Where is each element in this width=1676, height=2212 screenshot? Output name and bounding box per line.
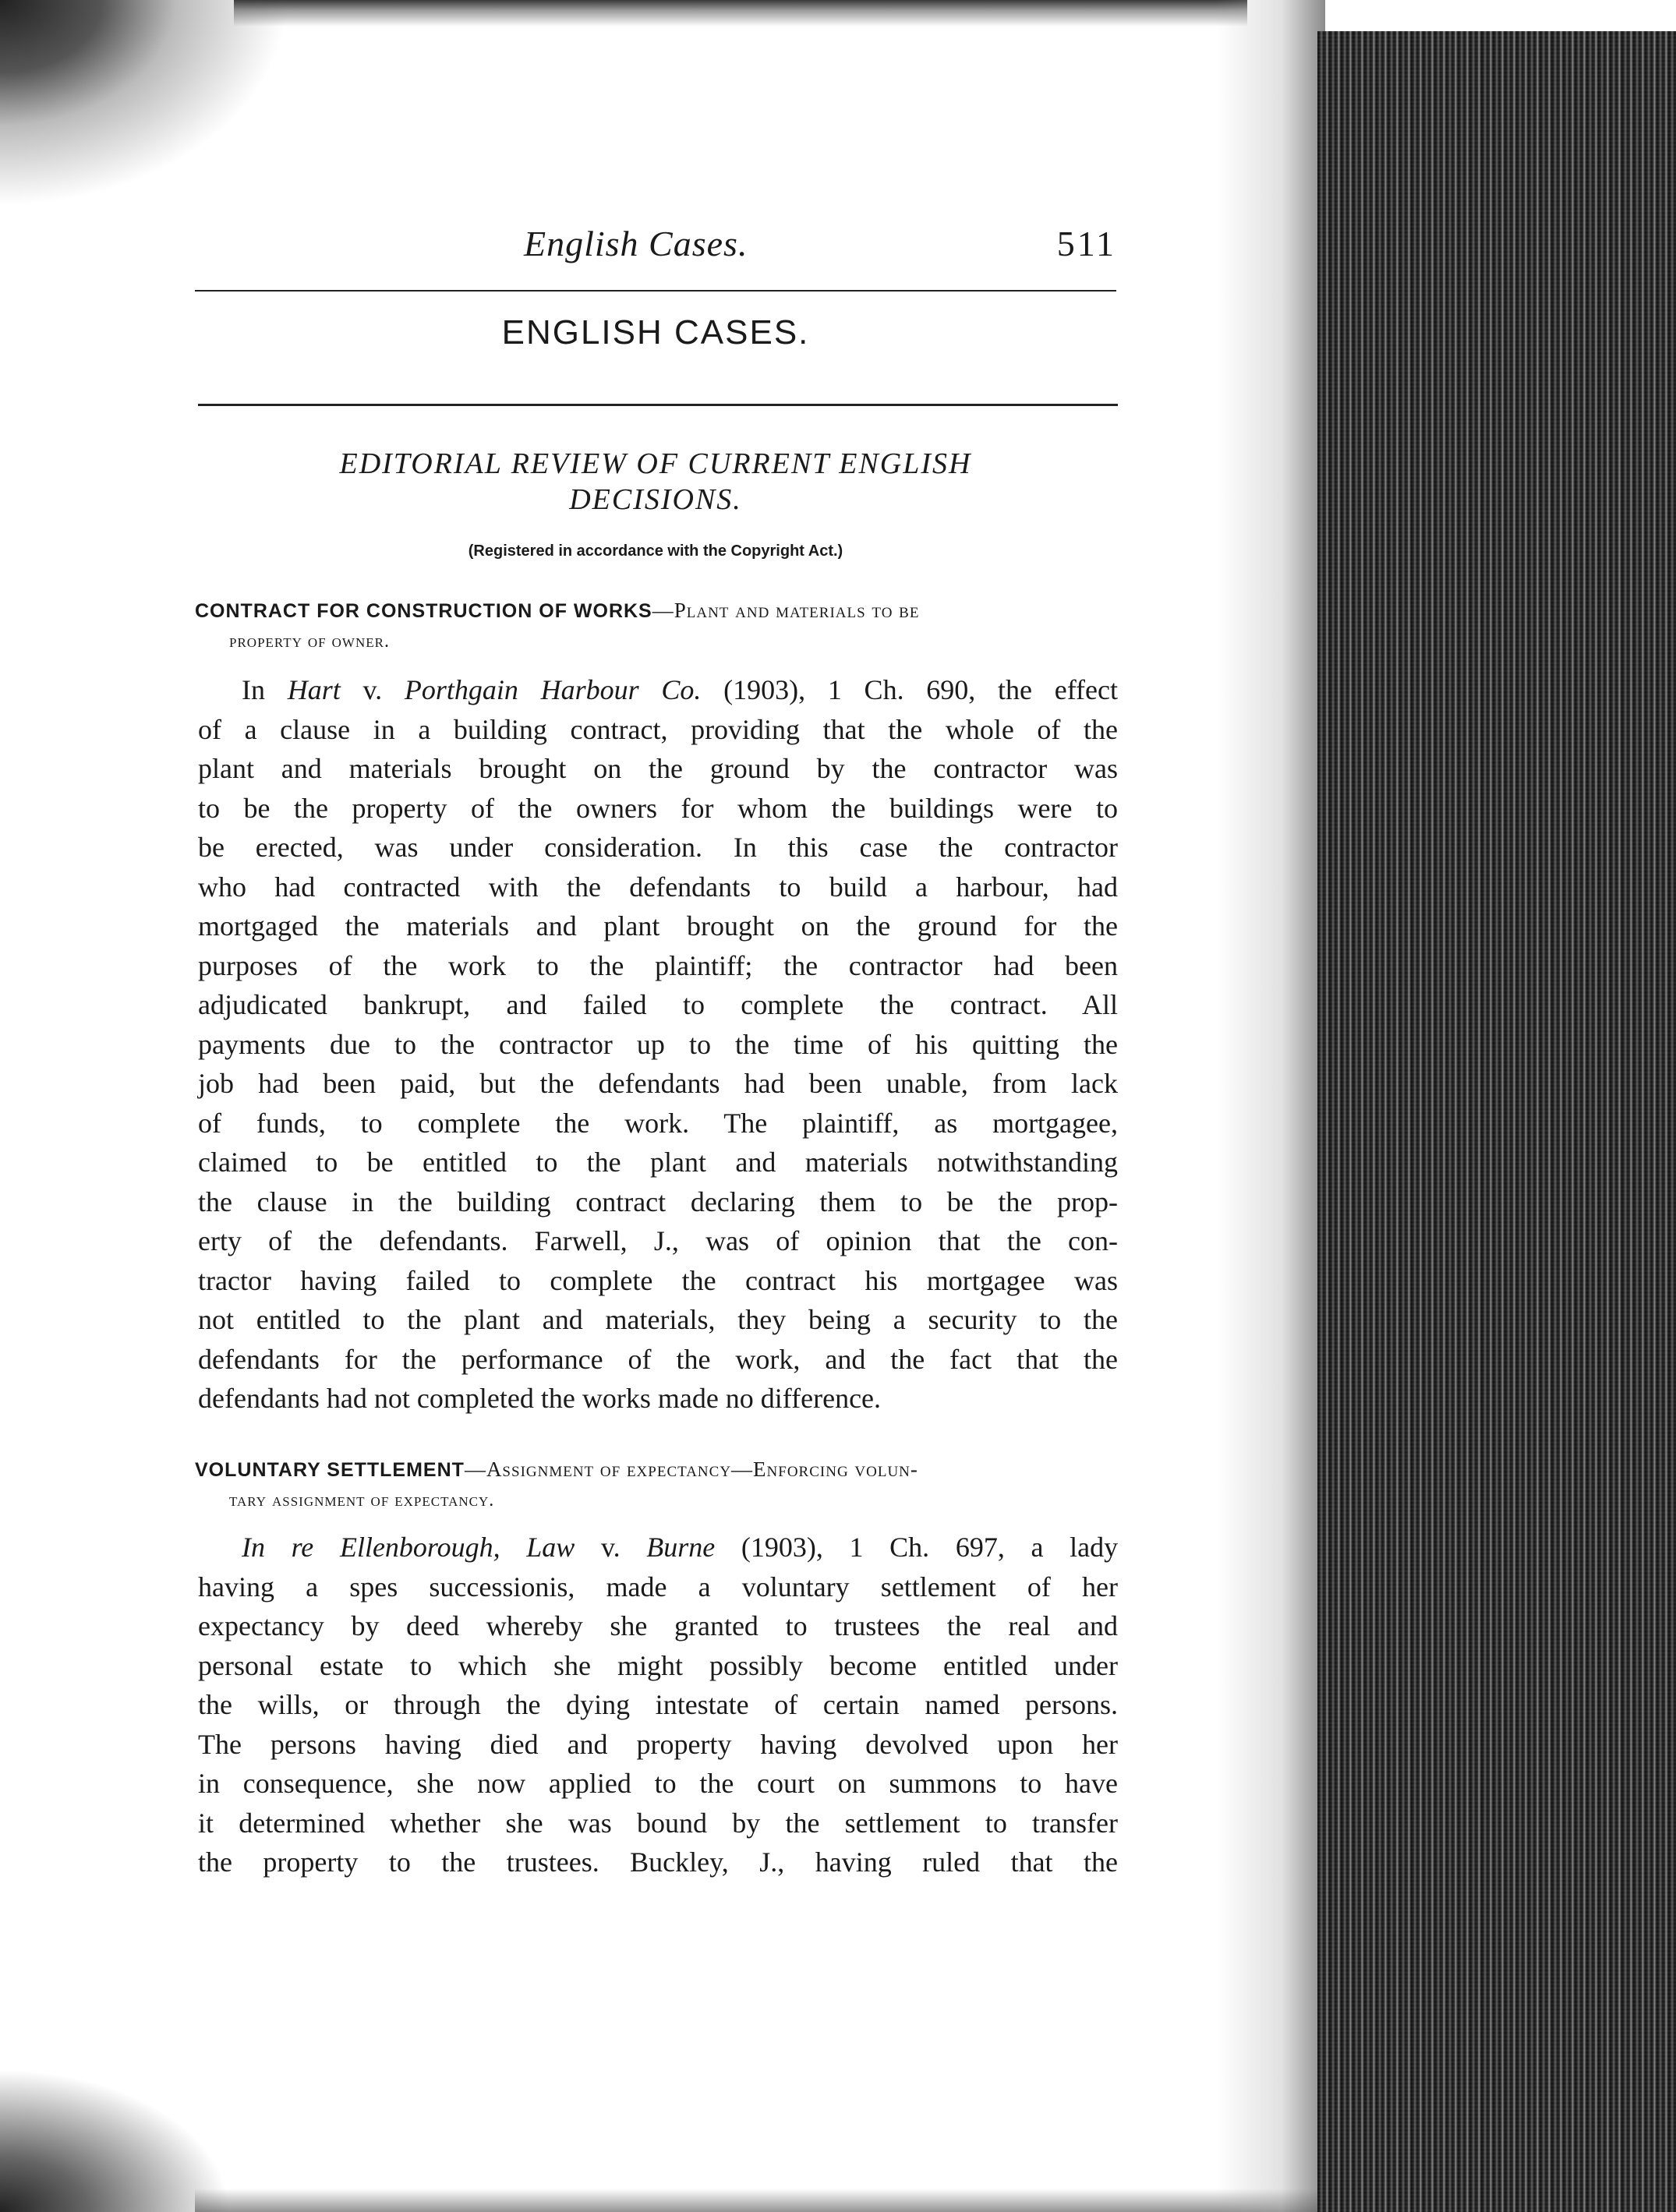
case-citation: (1903), 1 Ch. 690, the effect (723, 674, 1119, 705)
case-heading-continuation: tary assignment of expectancy. (229, 1490, 495, 1511)
section-title: ENGLISH CASES. (501, 313, 810, 352)
case-heading-lead: VOLUNTARY SETTLEMENT (195, 1459, 465, 1481)
case-paragraph-settlement (198, 1528, 1118, 1882)
review-title (195, 446, 1116, 518)
scan-shadow-top (234, 0, 1247, 27)
case-versus: v. (600, 1532, 621, 1563)
scan-shadow-bottom (195, 2189, 1364, 2212)
case-party-b: Porthgain Harbour Co. (404, 674, 702, 705)
book-page-edges (1317, 31, 1676, 2212)
paragraph-line: be erected, was under consideration. In this case the contractor (198, 832, 1118, 863)
case-citation: (1903), 1 Ch. 697, a lady (741, 1532, 1119, 1563)
paragraph-line: of a clause in a building contract, providing that the whole of the (198, 713, 1118, 745)
paragraph-line: mortgaged the materials and plant brought on the ground for the (198, 910, 1118, 942)
paragraph-first-line (198, 670, 1118, 710)
review-title-line: EDITORIAL REVIEW OF CURRENT ENGLISH (339, 447, 972, 480)
section-rule (198, 404, 1118, 406)
case-party-a: Hart (287, 674, 341, 705)
paragraph-line: the clause in the building contract declaring them to be the prop- (198, 1186, 1118, 1217)
paragraph-line: The persons having died and property having devolved upon her (198, 1728, 1118, 1760)
case-heading-settlement (195, 1454, 1123, 1515)
paragraph-line: payments due to the contractor up to the time of his quitting the (198, 1028, 1118, 1060)
paragraph-line: claimed to be entitled to the plant and materials notwithstanding (198, 1147, 1118, 1178)
paragraph-line: it determined whether she was bound by the settlement to transfer (198, 1807, 1118, 1839)
paragraph-first-line (198, 1528, 1118, 1567)
header-rule (195, 290, 1116, 292)
scan-shadow-top-left (0, 0, 327, 234)
case-party-a: Ellenborough, Law (339, 1532, 575, 1563)
case-heading-continuation: property of owner. (229, 631, 390, 652)
paragraph-line: erty of the defendants. Farwell, J., was of opinion that the con- (198, 1225, 1118, 1256)
running-head (196, 223, 1116, 270)
case-heading-contract (195, 595, 1123, 656)
case-heading-sub: —Assignment of expectancy—Enforcing volun- (464, 1458, 918, 1481)
case-intro: In (242, 674, 265, 705)
paragraph-line: defendants had not completed the works made no difference. (198, 1383, 882, 1414)
case-intro: In re (242, 1532, 314, 1563)
paragraph-line: adjudicated bankrupt, and failed to complete the contract. All (198, 989, 1118, 1020)
paragraph-line: personal estate to which she might possibly become entitled under (198, 1649, 1118, 1681)
copyright-note: (Registered in accordance with the Copyright Act.) (468, 542, 843, 560)
paragraph-line: having a spes successionis, made a voluntary settlement of her (198, 1571, 1118, 1602)
case-paragraph-contract (198, 670, 1118, 1419)
case-heading-sub: —Plant and materials to be (652, 599, 920, 622)
paragraph-line: of funds, to complete the work. The plaintiff, as mortgagee, (198, 1107, 1118, 1139)
case-versus: v. (362, 674, 383, 705)
paragraph-line: purposes of the work to the plaintiff; the contractor had been (198, 949, 1118, 981)
paragraph-line: not entitled to the plant and materials, they being a security to the (198, 1304, 1118, 1335)
case-heading-lead: CONTRACT FOR CONSTRUCTION OF WORKS (195, 600, 652, 622)
review-title-line: DECISIONS. (569, 483, 742, 516)
paragraph-line: plant and materials brought on the ground by the contractor was (198, 753, 1118, 784)
paragraph-line: job had been paid, but the defendants had been unable, from lack (198, 1068, 1118, 1099)
paragraph-line: to be the property of the owners for whom the buildings were to (198, 792, 1118, 824)
paragraph-line: expectancy by deed whereby she granted to trustees the real and (198, 1610, 1118, 1641)
paragraph-line: who had contracted with the defendants to build a harbour, had (198, 871, 1118, 903)
running-title: English Cases. (524, 224, 748, 263)
paragraph-line: the wills, or through the dying intestate of certain named persons. (198, 1689, 1118, 1720)
gutter-shadow (1216, 0, 1325, 2212)
paragraph-line: tractor having failed to complete the contract his mortgagee was (198, 1264, 1118, 1296)
page-number: 511 (1056, 224, 1116, 263)
paragraph-line: in consequence, she now applied to the court on summons to have (198, 1768, 1118, 1799)
case-party-b: Burne (646, 1532, 716, 1563)
paragraph-line: defendants for the performance of the work, and the fact that the (198, 1343, 1118, 1375)
paragraph-line: the property to the trustees. Buckley, J., having ruled that the (198, 1846, 1118, 1878)
